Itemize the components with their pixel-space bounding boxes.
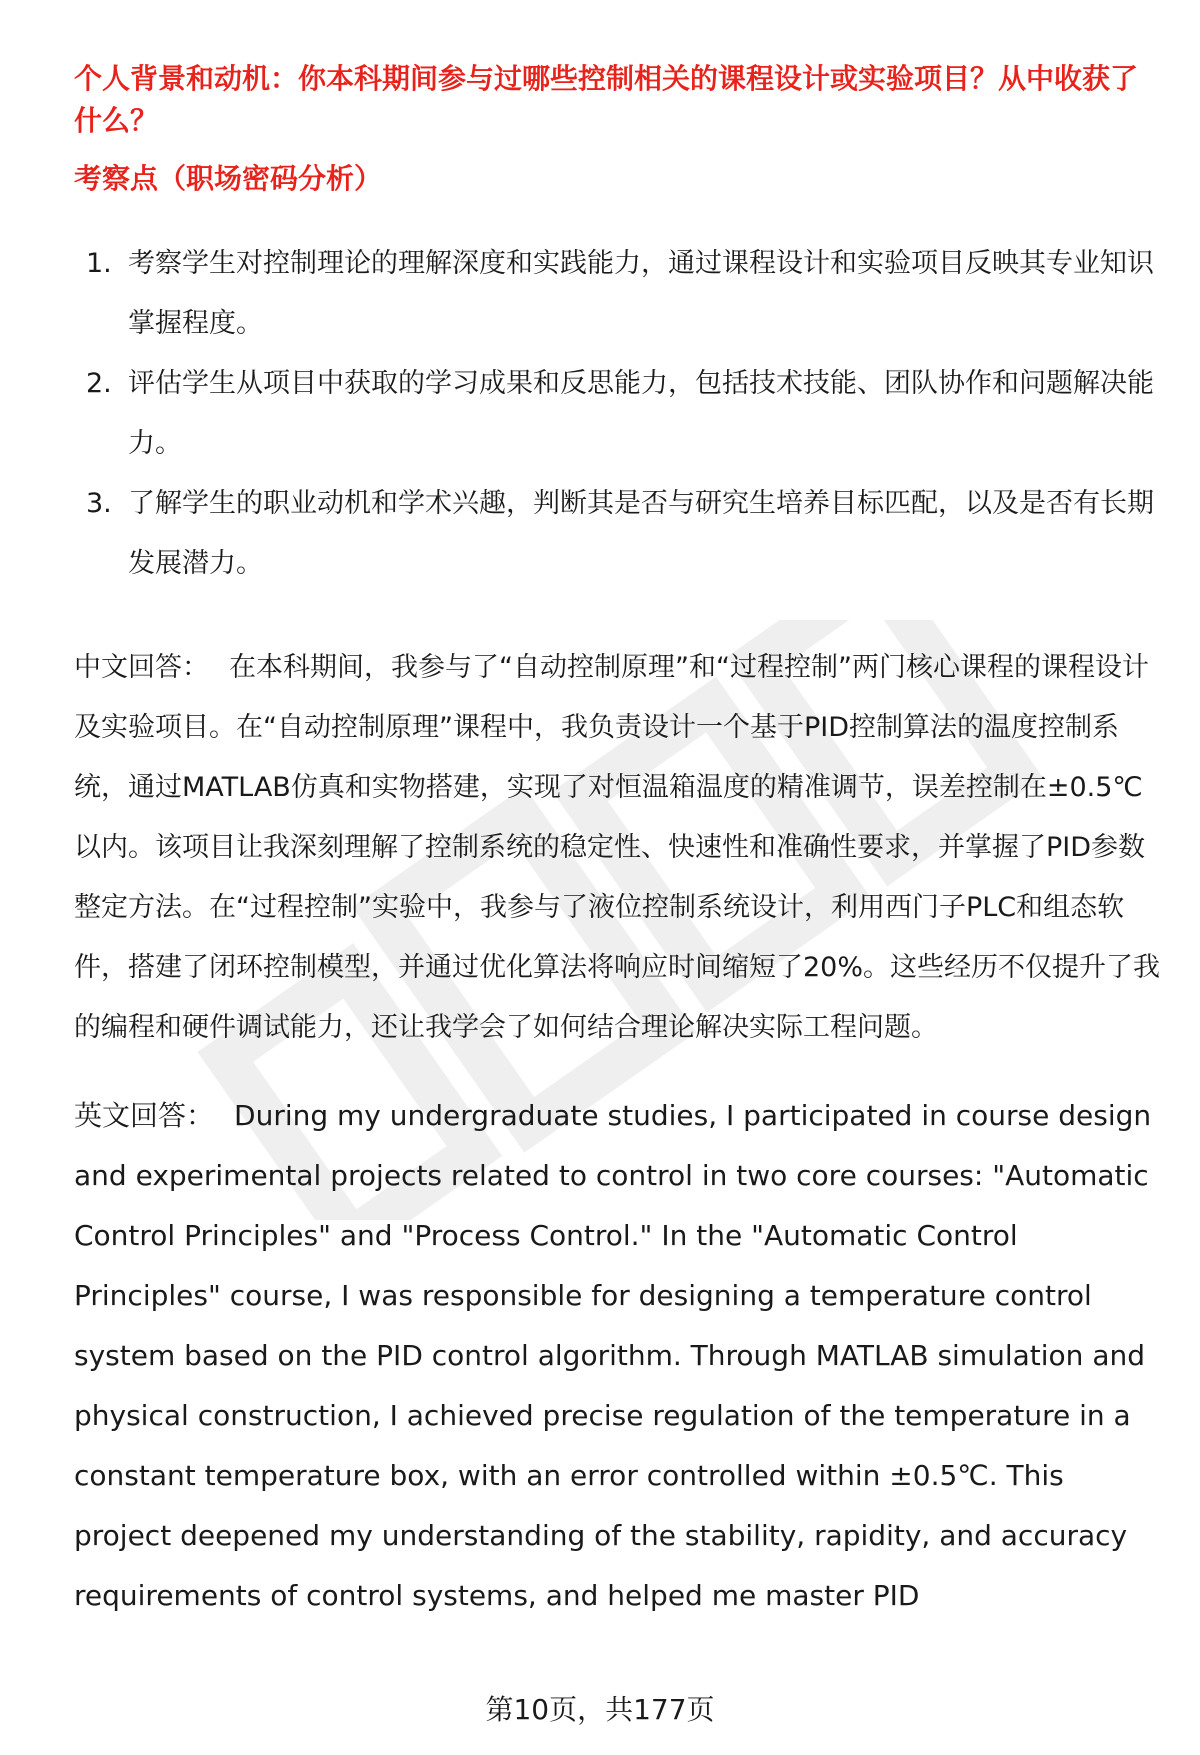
assessment-item-number: 2.: [86, 368, 112, 399]
chinese-answer-text: 在本科期间，我参与了“自动控制原理”和“过程控制”两门核心课程的课程设计及实验项目。在“自动控制原理”课程中，我负责设计一个基于PID控制算法的温度控制系统，通过MATLAB仿真和实物搭建，实现了对恒温箱温度的精准调节，误差控制在±0.5℃以内。该项目让我深刻理解了控制系统的稳定性、快速性和准确性要求，并掌握了PID参数整定方法。在“过程控制”实验中，我参与了液位控制系统设计，利用西门子PLC和组态软件，搭建了闭环控制模型，并通过优化算法将响应时间缩短了20%。这些经历不仅提升了我的编程和硬件调试能力，还让我学会了如何结合理论解决实际工程问题。: [74, 652, 1161, 1043]
chinese-answer-label: 中文回答：: [74, 652, 209, 683]
assessment-item-number: 1.: [86, 248, 112, 279]
english-answer-text: During my undergraduate studies, I participated in course design and experimental projects related to control in two core courses: "Automatic Control Principles" and "Process Control." In the "Automatic Control Principles" course, I was responsible for designing a temperature control system based on the PID control algorithm. Through MATLAB simulation and physical construction, I achieved precise regulation of the temperature in a constant temperature box, with an error controlled within ±0.5℃. This project deepened my understanding of the stability, rapidity, and accuracy requirements of control systems, and helped me master PID: [74, 1099, 1152, 1612]
english-answer-label: 英文回答：: [74, 1099, 215, 1132]
assessment-item: [74, 474, 1160, 594]
assessment-heading: 考察点（职场密码分析）: [74, 162, 383, 195]
assessment-item-number: 3.: [86, 488, 112, 519]
assessment-item-text: 评估学生从项目中获取的学习成果和反思能力，包括技术技能、团队协作和问题解决能力。: [128, 368, 1154, 459]
document-page: [74, 58, 1160, 1626]
assessment-item: [74, 234, 1160, 354]
assessment-item-text: 了解学生的职业动机和学术兴趣，判断其是否与研究生培养目标匹配，以及是否有长期发展潜力。: [128, 488, 1154, 579]
assessment-item-text: 考察学生对控制理论的理解深度和实践能力，通过课程设计和实验项目反映其专业知识掌握程度。: [128, 248, 1154, 339]
english-answer: [74, 1086, 1160, 1626]
page-number: 第10页，共177页: [485, 1693, 715, 1726]
chinese-answer: [74, 638, 1160, 1058]
question-heading: 个人背景和动机：你本科期间参与过哪些控制相关的课程设计或实验项目？从中收获了什么？: [74, 62, 1139, 137]
assessment-item: [74, 354, 1160, 474]
assessment-list: [74, 234, 1160, 594]
